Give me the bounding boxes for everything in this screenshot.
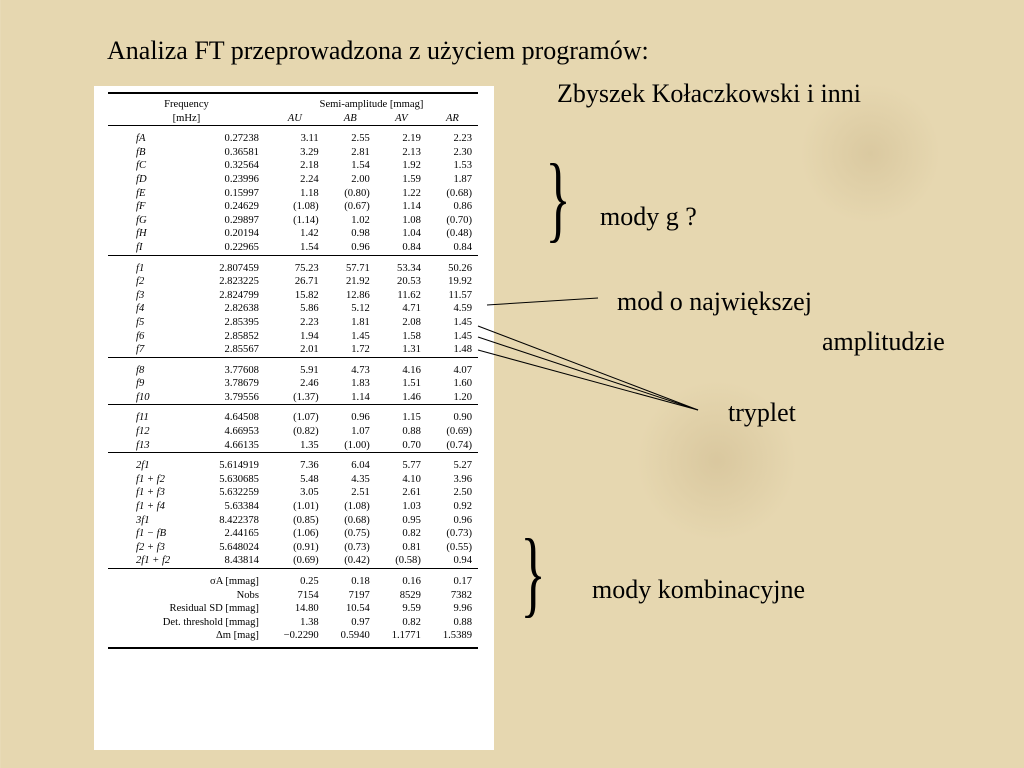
cell-value: 5.63384 [224,501,259,513]
cell-value: 1.54 [300,241,319,253]
slide-title-line1: Analiza FT przeprowadzona z użyciem programów: [107,36,649,65]
row-label: Det. threshold [mmag] [162,616,259,628]
cell-value: 1.15 [402,412,421,424]
cell-value: (1.01) [293,501,319,513]
cell-value: 2.823225 [219,276,259,288]
label-triplet: tryplet [728,398,796,427]
cell-value: 1.14 [402,201,421,213]
cell-value: 8.422378 [219,514,259,526]
cell-value: 1.45 [351,330,370,342]
cell-value: 0.5940 [340,630,370,642]
cell-value: (0.68) [344,514,370,526]
cell-value: 0.95 [402,514,421,526]
cell-value: 0.92 [453,501,472,513]
cell-value: 75.23 [294,262,319,274]
cell-value: 0.94 [453,555,472,567]
cell-value: 5.648024 [219,541,259,553]
row-label: fC [136,160,147,172]
cell-value: 0.27238 [224,133,259,145]
cell-value: 0.25 [300,576,319,587]
cell-value: 2.46 [300,378,319,390]
cell-value: (0.91) [293,541,319,553]
cell-value: 6.04 [351,460,370,472]
row-label: f1 + f3 [136,487,165,499]
cell-value: (1.08) [344,501,370,513]
cell-value: 1.5389 [442,630,472,642]
cell-value: 4.07 [453,364,472,376]
row-label: f2 + f3 [136,541,165,553]
cell-value: 2.23 [453,133,472,145]
cell-value: 1.72 [351,344,370,356]
row-label: f6 [136,330,145,342]
cell-value: 0.15997 [224,187,259,199]
cell-value: 2.85567 [224,344,259,356]
amp-header: Semi-amplitude [mmag] [319,99,424,110]
cell-value: 1.14 [351,391,370,403]
cell-value: 1.07 [351,426,370,438]
pointer-line-triplet-1 [478,326,698,410]
cell-value: 5.77 [402,460,421,472]
cell-value: 1.20 [453,391,472,403]
cell-value: 1.22 [402,187,421,199]
cell-value: 2.44165 [224,528,259,540]
cell-value: 4.73 [351,364,370,376]
cell-value: 1.87 [453,173,472,185]
cell-value: 0.96 [351,241,370,253]
col-AR: AR [445,112,459,124]
row-label: fI [136,241,143,253]
cell-value: 5.91 [300,364,319,376]
label-combination-modes: mody kombinacyjne [592,575,806,604]
row-label: fD [136,173,147,185]
row-label: 2f1 [136,460,150,472]
cell-value: 9.96 [453,603,472,615]
cell-value: (0.55) [446,541,472,553]
cell-value: 1.51 [402,378,421,390]
cell-value: −0.2290 [283,630,319,642]
pointer-line-triplet-3 [478,350,698,410]
row-label: f4 [136,303,145,315]
row-label: f5 [136,316,145,328]
cell-value: 2.24 [300,173,319,185]
cell-value: 1.83 [351,378,370,390]
row-label: f1 + f4 [136,501,165,513]
cell-value: 5.12 [351,303,370,315]
cell-value: 11.57 [448,289,472,301]
cell-value: 2.61 [402,487,421,499]
row-label: fH [136,228,147,240]
cell-value: 2.23 [300,316,319,328]
cell-value: 7382 [450,589,472,601]
cell-value: 0.84 [453,241,472,253]
cell-value: 5.614919 [219,460,259,472]
brace-g-modes: } [545,144,571,251]
row-label: fB [136,146,146,158]
pointer-line-triplet-2 [478,337,698,410]
cell-value: 3.11 [300,133,319,145]
cell-value: 57.71 [345,262,370,274]
row-label: σA [mmag] [209,576,259,587]
cell-value: 2.50 [453,487,472,499]
cell-value: 3.05 [300,487,319,499]
cell-value: 0.20194 [224,228,259,240]
cell-value: 26.71 [294,276,319,288]
row-label: fA [136,133,146,145]
cell-value: 2.824799 [219,289,259,301]
row-label: Δm [mag] [215,630,259,642]
cell-value: 3.77608 [224,364,259,376]
row-label: f1 [136,262,145,274]
row-label: f7 [136,344,145,356]
cell-value: 2.08 [402,316,421,328]
row-label: f12 [136,426,150,438]
cell-value: 4.10 [402,473,421,485]
cell-value: 4.59 [453,303,472,315]
cell-value: 0.18 [351,576,370,587]
cell-value: 1.18 [300,187,319,199]
cell-value: 3.96 [453,473,472,485]
cell-value: (1.37) [293,391,319,403]
cell-value: 1.81 [351,316,370,328]
cell-value: 0.88 [402,426,421,438]
cell-value: 7197 [348,589,370,601]
cell-value: 4.35 [351,473,370,485]
row-label: f9 [136,378,145,390]
cell-value: (0.70) [446,214,472,226]
label-g-modes: mody g ? [600,202,697,231]
cell-value: 1.42 [300,228,319,240]
row-label: fE [136,187,146,199]
cell-value: 1.94 [300,330,319,342]
cell-value: 20.53 [397,276,421,288]
cell-value: 0.36581 [224,146,259,158]
cell-value: (0.73) [446,528,472,540]
cell-value: 0.22965 [224,241,259,253]
cell-value: (0.68) [446,187,472,199]
cell-value: 4.16 [402,364,421,376]
cell-value: 1.04 [402,228,421,240]
cell-value: (0.69) [293,555,319,567]
row-label: f11 [136,412,149,424]
col-AB: AB [343,112,357,124]
slide-title-line2: Zbyszek Kołaczkowski i inni [557,79,861,108]
cell-value: 4.66953 [224,426,259,438]
cell-value: 50.26 [448,262,472,274]
cell-value: 14.80 [294,603,319,615]
cell-value: 5.86 [300,303,319,315]
cell-value: 1.48 [453,344,472,356]
cell-value: 2.55 [351,133,370,145]
cell-value: 0.90 [453,412,472,424]
cell-value: 10.54 [345,603,370,615]
cell-value: (1.06) [293,528,319,540]
cell-value: (0.42) [344,555,370,567]
cell-value: 1.59 [402,173,421,185]
cell-value: 2.807459 [219,262,259,274]
cell-value: 2.01 [300,344,319,356]
cell-value: (0.58) [395,555,421,567]
cell-value: 0.29897 [224,214,259,226]
cell-value: (0.69) [446,426,472,438]
label-max-amplitude-line1: mod o największej [617,287,812,316]
cell-value: 2.18 [300,160,319,172]
cell-value: (1.14) [293,214,319,226]
cell-value: 2.19 [402,133,421,145]
cell-value: 15.82 [294,289,319,301]
cell-value: 0.96 [351,412,370,424]
row-label: f8 [136,364,145,376]
row-label: fG [136,214,147,226]
cell-value: 4.66135 [224,439,259,451]
cell-value: 1.46 [402,391,421,403]
cell-value: 0.70 [402,439,421,451]
cell-value: (1.00) [344,439,370,451]
cell-value: (0.67) [344,201,370,213]
col-AU: AU [287,112,302,124]
cell-value: 2.85852 [224,330,259,342]
cell-value: 7154 [297,589,319,601]
freq-header-line1: Frequency [164,99,209,110]
cell-value: 1.45 [453,330,472,342]
cell-value: 1.58 [402,330,421,342]
cell-value: 2.00 [351,173,370,185]
cell-value: 0.81 [402,541,421,553]
cell-value: 11.62 [397,289,421,301]
cell-value: 8529 [399,589,421,601]
row-label: f1 + f2 [136,473,165,485]
cell-value: (0.73) [344,541,370,553]
cell-value: 1.60 [453,378,472,390]
cell-value: (0.75) [344,528,370,540]
cell-value: 5.630685 [219,473,259,485]
cell-value: 2.82638 [224,303,259,315]
row-label: f3 [136,289,145,301]
cell-value: 3.78679 [224,378,259,390]
cell-value: 5.27 [453,460,472,472]
label-max-amplitude-line2: amplitudzie [822,327,945,356]
cell-value: 4.71 [402,303,421,315]
row-label: 2f1 + f2 [136,555,171,567]
freq-unit: [mHz] [172,112,201,124]
cell-value: 1.54 [351,160,370,172]
cell-value: 4.64508 [224,412,259,424]
cell-value: 7.36 [300,460,319,472]
cell-value: 0.98 [351,228,370,240]
row-label: fF [136,201,146,213]
cell-value: (1.08) [293,201,319,213]
row-label: Nobs [236,589,259,601]
cell-value: 0.24629 [224,201,259,213]
cell-value: 2.85395 [224,316,259,328]
cell-value: 0.16 [402,576,421,587]
cell-value: 1.02 [351,214,370,226]
cell-value: 1.38 [300,616,319,628]
cell-value: 1.1771 [391,630,421,642]
cell-value: 1.31 [402,344,421,356]
cell-value: (0.74) [446,439,472,451]
cell-value: 3.79556 [224,391,259,403]
row-label: f2 [136,276,145,288]
cell-value: (0.85) [293,514,319,526]
cell-value: (1.07) [293,412,319,424]
row-label: f13 [136,439,150,451]
cell-value: 2.30 [453,146,472,158]
col-AV: AV [395,112,408,124]
cell-value: (0.80) [344,187,370,199]
cell-value: 1.53 [453,160,472,172]
cell-value: (0.48) [446,228,472,240]
cell-value: 0.82 [402,616,421,628]
cell-value: 19.92 [448,276,472,288]
cell-value: 1.35 [300,439,319,451]
cell-value: 0.82 [402,528,421,540]
cell-value: 53.34 [397,262,421,274]
cell-value: 5.632259 [219,487,259,499]
cell-value: 2.51 [351,487,370,499]
cell-value: 1.03 [402,501,421,513]
row-label: Residual SD [mmag] [169,603,259,615]
row-label: f1 − fB [136,528,167,540]
row-label: f10 [136,391,150,403]
cell-value: 3.29 [300,146,319,158]
cell-value: 0.97 [351,616,370,628]
cell-value: 12.86 [345,289,370,301]
cell-value: 0.17 [453,576,472,587]
cell-value: 0.84 [402,241,421,253]
cell-value: 2.13 [402,146,421,158]
cell-value: 1.08 [402,214,421,226]
cell-value: 2.81 [351,146,370,158]
cell-value: 0.96 [453,514,472,526]
pointer-line-max-amp [487,298,598,305]
cell-value: 5.48 [300,473,319,485]
cell-value: 1.45 [453,316,472,328]
cell-value: 0.32564 [224,160,259,172]
brace-combination-modes: } [520,519,546,626]
cell-value: 21.92 [345,276,370,288]
cell-value: 0.88 [453,616,472,628]
cell-value: 0.23996 [224,173,259,185]
cell-value: 9.59 [402,603,421,615]
cell-value: 8.43814 [224,555,259,567]
cell-value: 1.92 [402,160,421,172]
cell-value: 0.86 [453,201,472,213]
row-label: 3f1 [136,514,150,526]
cell-value: (0.82) [293,426,319,438]
